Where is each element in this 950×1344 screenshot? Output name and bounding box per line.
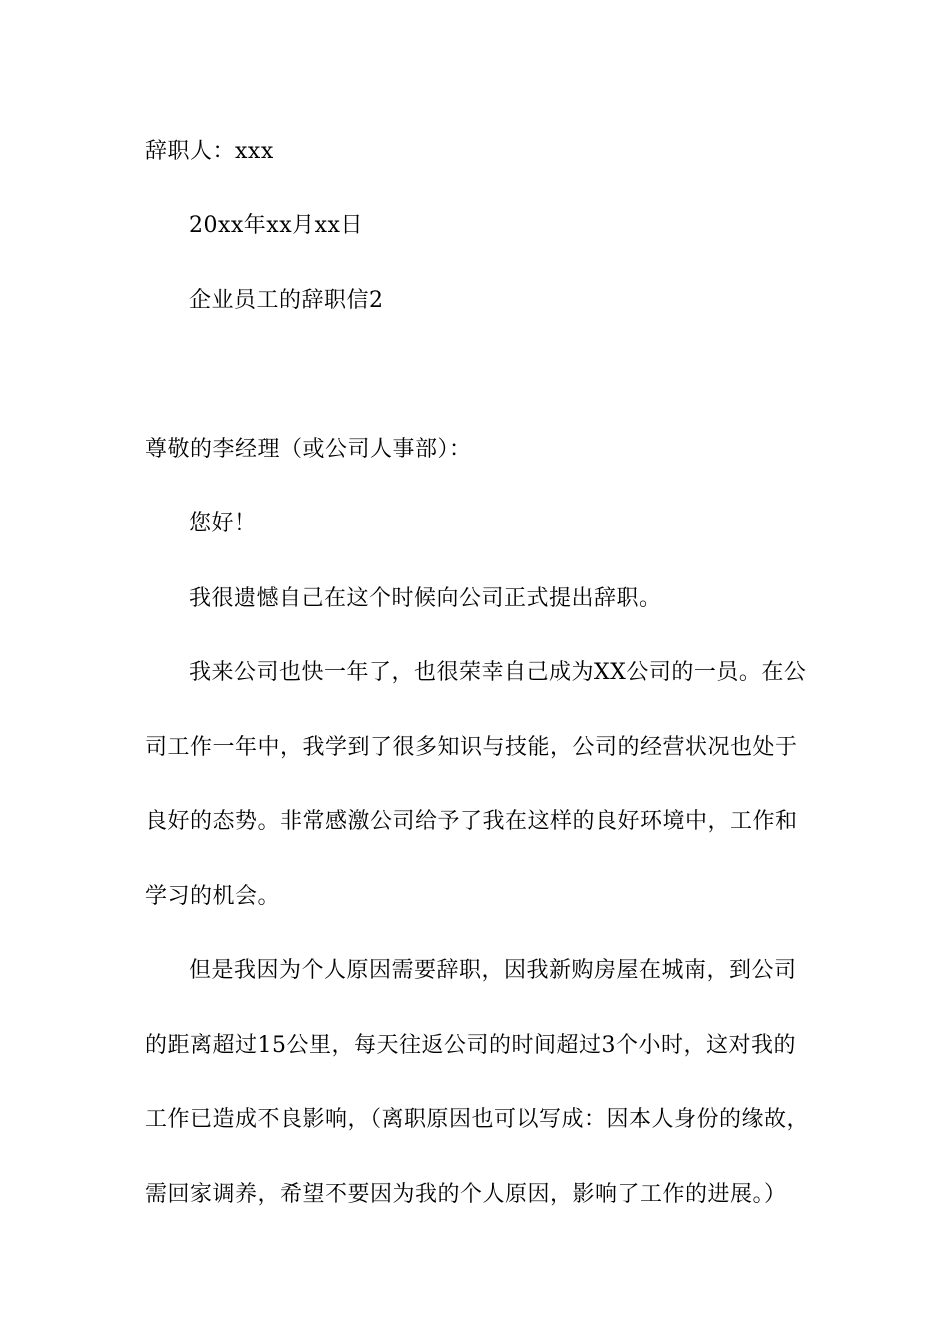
paragraph-2-line: 我来公司也快一年了，也很荣幸自己成为XX公司的一员。在公 xyxy=(189,660,807,685)
paragraph-3-line: 但是我因为个人原因需要辞职，因我新购房屋在城南，到公司 xyxy=(189,958,797,983)
greeting: 您好！ xyxy=(189,511,257,536)
paragraph-2-line: 良好的态势。非常感激公司给予了我在这样的良好环境中，工作和 xyxy=(145,809,798,834)
salutation: 尊敬的李经理（或公司人事部）： xyxy=(145,437,472,462)
date-line: 20xx年xx月xx日 xyxy=(189,213,363,238)
paragraph-3-line: 工作已造成不良影响，（离职原因也可以写成：因本人身份的缘故， xyxy=(145,1107,810,1132)
paragraph-3-line: 的距离超过15公里，每天往返公司的时间超过3个小时，这对我的 xyxy=(145,1033,796,1058)
section-title: 企业员工的辞职信2 xyxy=(189,288,384,313)
paragraph-3-line: 需回家调养，希望不要因为我的个人原因，影响了工作的进展。） xyxy=(145,1182,787,1207)
paragraph-1: 我很遗憾自己在这个时候向公司正式提出辞职。 xyxy=(189,586,662,611)
paragraph-2-line: 司工作一年中，我学到了很多知识与技能，公司的经营状况也处于 xyxy=(145,735,798,760)
paragraph-2-line: 学习的机会。 xyxy=(145,884,281,909)
signature-line: 辞职人：xxx xyxy=(145,139,274,164)
